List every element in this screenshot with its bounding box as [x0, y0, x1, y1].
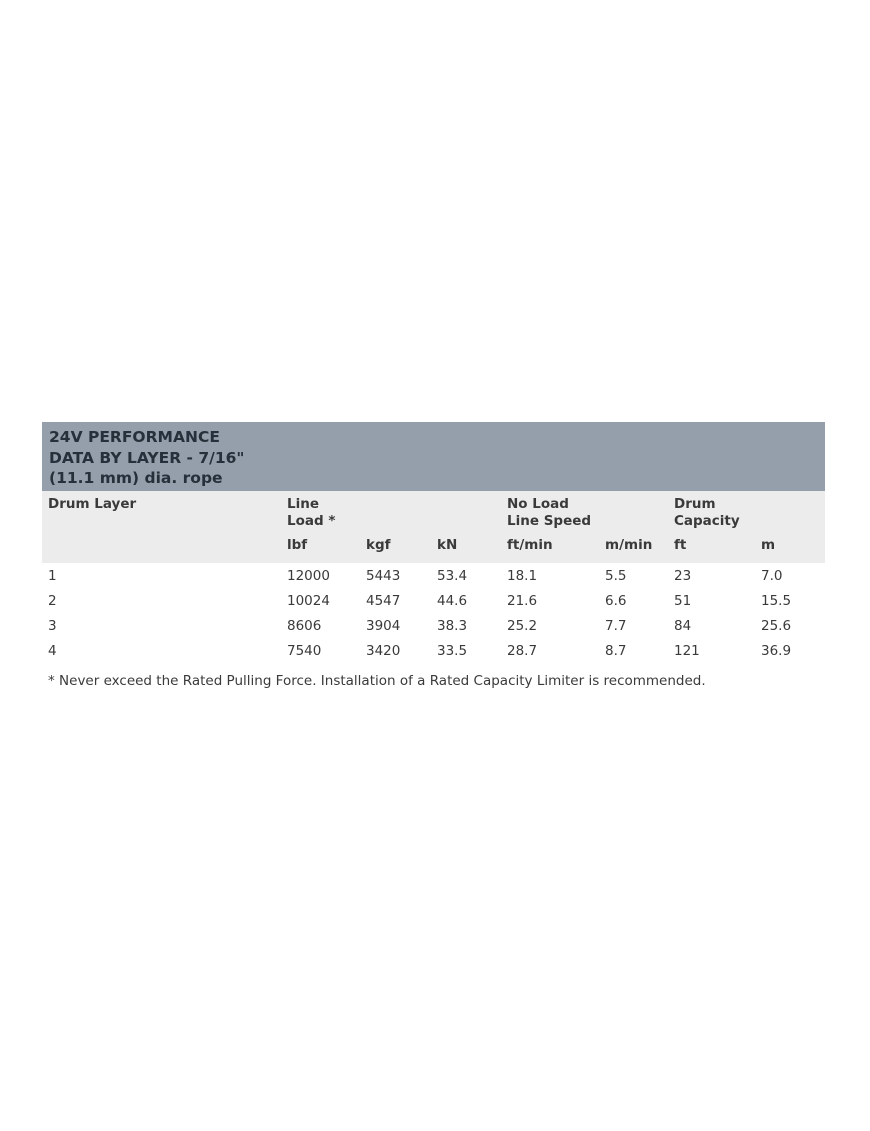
table-cell: 15.5 — [761, 593, 792, 609]
header-no-load-2: Line Speed — [507, 513, 592, 529]
table-cell: 33.5 — [437, 643, 468, 659]
performance-table — [42, 422, 825, 673]
unit-kn: kN — [437, 537, 458, 553]
table-title-line-3: (11.1 mm) dia. rope — [49, 469, 223, 487]
table-cell: 53.4 — [437, 568, 468, 584]
table-cell: 21.6 — [507, 593, 538, 609]
footnote: * Never exceed the Rated Pulling Force. Installation of a Rated Capacity Limiter is recommended. — [48, 673, 706, 689]
table-cell: 8606 — [287, 618, 322, 634]
table-cell: 1 — [48, 568, 57, 584]
table-cell: 4 — [48, 643, 57, 659]
table-cell: 10024 — [287, 593, 330, 609]
table-body — [42, 563, 825, 673]
table-cell: 4547 — [366, 593, 401, 609]
table-cell: 3904 — [366, 618, 401, 634]
table-cell: 28.7 — [507, 643, 538, 659]
header-drum-capacity-2: Capacity — [674, 513, 740, 529]
table-title-line-2: DATA BY LAYER - 7/16" — [49, 448, 245, 467]
unit-m-min: m/min — [605, 537, 653, 553]
unit-lbf: lbf — [287, 537, 308, 553]
unit-kgf: kgf — [366, 537, 391, 553]
unit-ft: ft — [674, 537, 687, 553]
table-cell: 44.6 — [437, 593, 468, 609]
table-cell: 12000 — [287, 568, 330, 584]
table-cell: 7540 — [287, 643, 322, 659]
table-cell: 5443 — [366, 568, 401, 584]
table-cell: 51 — [674, 593, 692, 609]
table-header — [42, 491, 825, 563]
table-cell: 38.3 — [437, 618, 468, 634]
header-drum-layer: Drum Layer — [48, 496, 137, 512]
table-title-line-1: 24V PERFORMANCE — [49, 428, 220, 446]
unit-m: m — [761, 537, 776, 553]
header-drum-capacity-1: Drum — [674, 496, 716, 512]
table-cell: 25.6 — [761, 618, 792, 634]
table-cell: 3420 — [366, 643, 401, 659]
table-cell: 23 — [674, 568, 692, 584]
unit-ft-min: ft/min — [507, 537, 553, 553]
table-cell: 84 — [674, 618, 692, 634]
table-cell: 3 — [48, 618, 57, 634]
table-cell: 7.7 — [605, 618, 627, 634]
table-cell: 2 — [48, 593, 57, 609]
table-cell: 25.2 — [507, 618, 538, 634]
table-cell: 6.6 — [605, 593, 627, 609]
table-cell: 18.1 — [507, 568, 538, 584]
table-cell: 5.5 — [605, 568, 627, 584]
table-cell: 36.9 — [761, 643, 792, 659]
header-line-load-1: Line — [287, 496, 319, 512]
header-no-load-1: No Load — [507, 496, 569, 512]
table-cell: 121 — [674, 643, 700, 659]
table-cell: 7.0 — [761, 568, 783, 584]
table-title-bar — [42, 422, 825, 491]
header-line-load-2: Load * — [287, 513, 336, 529]
table-cell: 8.7 — [605, 643, 627, 659]
